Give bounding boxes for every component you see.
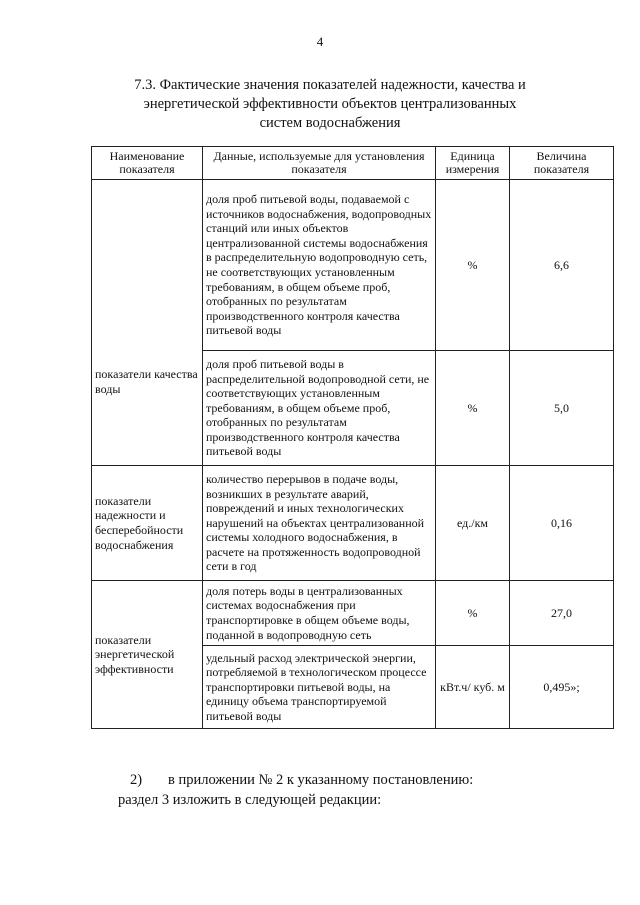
row-unit: %: [436, 581, 510, 646]
row-unit: ед./км: [436, 466, 510, 581]
page-number: 4: [316, 34, 324, 49]
indicator-group-name: показатели качества воды: [92, 180, 203, 466]
row-description: доля проб питьевой воды в распределительной водопроводной сети, не соответствующих установленным требованиям, в общем объеме проб, отобранных по результатам производственного контроля качества питьевой воды: [203, 351, 436, 466]
header-name: Наименование показателя: [92, 147, 203, 180]
indicators-table: [91, 146, 614, 729]
section-title-line: энергетической эффективности объектов централизованных: [143, 96, 517, 112]
row-unit: кВт.ч/ куб. м: [436, 646, 510, 729]
amendment-item-line: раздел 3 изложить в следующей редакции:: [118, 792, 382, 808]
row-value: 5,0: [510, 351, 614, 466]
header-unit: Единица измерения: [436, 147, 510, 180]
row-description: доля проб питьевой воды, подаваемой с источников водоснабжения, водопроводных станций или иных объектов централизованной системы водоснабжения в распределительную водопроводную сеть, не соответствующих установленным требованиям, в общем объеме проб, отобранных по результатам производственного контроля качества питьевой воды: [203, 180, 436, 351]
table-header-row: [92, 147, 614, 180]
row-value: 0,16: [510, 466, 614, 581]
indicator-group-name: показатели энергетической эффективности: [92, 581, 203, 729]
table-row: [92, 180, 614, 351]
row-description: удельный расход электрической энергии, потребляемой в технологическом процессе транспортировки питьевой воды, на единицу объема транспортируемой питьевой воды: [203, 646, 436, 729]
amendment-item: [118, 770, 588, 810]
header-value: Величина показателя: [510, 147, 614, 180]
row-value: 27,0: [510, 581, 614, 646]
section-title-line: 7.3. Фактические значения показателей надежности, качества и: [134, 77, 526, 93]
row-value: 6,6: [510, 180, 614, 351]
indicator-group-name: показатели надежности и бесперебойности водоснабжения: [92, 466, 203, 581]
section-title: [120, 76, 540, 133]
table-row: [92, 466, 614, 581]
header-data: Данные, используемые для установления показателя: [203, 147, 436, 180]
row-value: 0,495»;: [510, 646, 614, 729]
table-row: [92, 581, 614, 646]
amendment-item-number: 2): [130, 772, 143, 788]
amendment-item-text: в приложении № 2 к указанному постановлению:: [168, 772, 474, 788]
row-unit: %: [436, 351, 510, 466]
section-title-line: систем водоснабжения: [259, 115, 401, 131]
row-description: количество перерывов в подаче воды, возникших в результате аварий, повреждений и иных технологических нарушений на объектах централизованной системы холодного водоснабжения, в расчете на протяженность водопроводной сети в год: [203, 466, 436, 581]
row-description: доля потерь воды в централизованных системах водоснабжения при транспортировке в общем объеме воды, поданной в водопроводную сеть: [203, 581, 436, 646]
amendment-item-line: [118, 770, 588, 790]
row-unit: %: [436, 180, 510, 351]
